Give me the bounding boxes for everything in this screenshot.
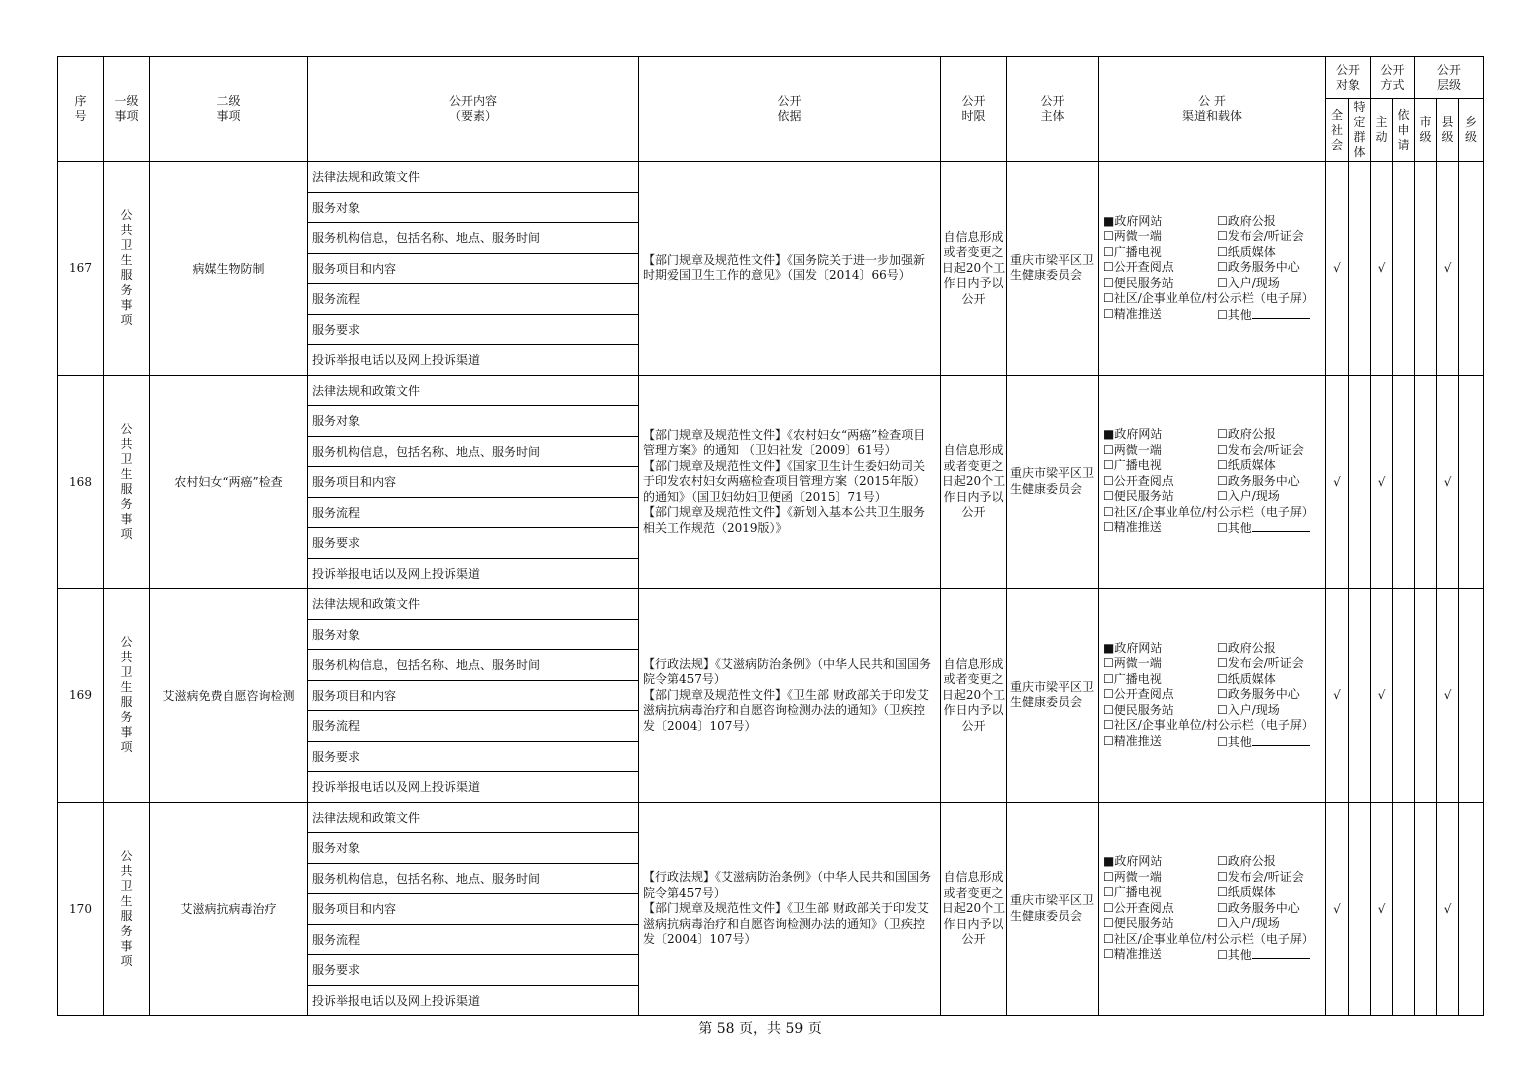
- content-item-label: 投诉举报电话以及网上投诉渠道: [312, 993, 481, 1008]
- tick-level-city: [1415, 162, 1437, 376]
- level2-label: 艾滋病抗病毒治疗: [180, 902, 277, 917]
- content-item-label: 服务要求: [312, 536, 361, 551]
- other-blank-line: [1252, 307, 1310, 319]
- channel-option-precise-push: [1103, 307, 1217, 324]
- channel-option-door-to-door: [1217, 489, 1337, 505]
- channel-option-reading-point: [1103, 901, 1217, 917]
- channel-label: ☐发布会/听证会: [1217, 229, 1304, 243]
- tick-method-active: [1371, 802, 1393, 1016]
- tick-mark: √: [1443, 901, 1452, 916]
- basis-paragraph: 【部门规章及规范性文件】《农村妇女“两癌”检查项目管理方案》的通知 （卫妇社发〔2009〕61号）: [643, 427, 926, 457]
- channel-option-gov-website: [1103, 214, 1217, 230]
- row-level1: [104, 375, 150, 589]
- channel-option-door-to-door: [1217, 916, 1337, 932]
- header-time: 公开 时限: [941, 57, 1007, 162]
- channel-option-two-micro: [1103, 656, 1217, 672]
- content-item-label: 服务机构信息，包括名称、地点、服务时间: [312, 231, 541, 246]
- content-item-label: 服务项目和内容: [312, 688, 397, 703]
- content-item: [308, 924, 639, 955]
- channel-label: ☐发布会/听证会: [1217, 869, 1304, 884]
- channel-option-press-conf: [1217, 870, 1337, 886]
- level1-label: 公 共 卫 生 服 务 事 项: [120, 421, 133, 541]
- content-item-label: 服务项目和内容: [312, 475, 397, 490]
- content-item: [308, 772, 639, 803]
- header-channel: 公 开 渠道和载体: [1099, 57, 1326, 162]
- row-seq: [58, 162, 104, 376]
- row-time: [941, 162, 1007, 376]
- channel-option-broadcast: [1103, 672, 1217, 688]
- channel-option-two-micro: [1103, 870, 1217, 886]
- basis-paragraph: 【部门规章及规范性文件】《卫生部 财政部关于印发艾滋病抗病毒治疗和自愿咨询检测办法的通知》（卫疾控发〔2004〕107号）: [643, 687, 929, 733]
- row-level2: [150, 802, 308, 1016]
- channel-label: ☐政务服务中心: [1217, 687, 1300, 701]
- channel-option-gov-gazette: [1217, 427, 1337, 443]
- content-item: [308, 436, 639, 467]
- tick-level-city: [1415, 375, 1437, 589]
- content-item: [308, 680, 639, 711]
- channel-label: ☐公开查阅点: [1103, 473, 1174, 488]
- row-time: [941, 589, 1007, 803]
- channel-label: ☐两微一端: [1103, 869, 1162, 884]
- header-method: 公开 方式: [1371, 57, 1415, 99]
- channel-label: ■政府网站: [1103, 427, 1163, 441]
- level2-label: 艾滋病免费自愿咨询检测: [162, 688, 295, 703]
- content-item: [308, 253, 639, 284]
- tick-mark: √: [1377, 901, 1386, 916]
- channel-option-reading-point: [1103, 474, 1217, 490]
- tick-level-county: [1437, 802, 1459, 1016]
- header-target-all: 全 社 会: [1326, 99, 1349, 162]
- channel-option-precise-push: [1103, 947, 1217, 964]
- content-item: [308, 650, 639, 681]
- channel-label: ☐广播电视: [1103, 458, 1162, 472]
- content-item-label: 服务流程: [312, 719, 361, 734]
- row-seq: [58, 589, 104, 803]
- header-basis: 公开 依据: [639, 57, 941, 162]
- subject-name: 重庆市梁平区卫生健康委员会: [1010, 252, 1095, 283]
- tick-method-active: [1371, 589, 1393, 803]
- channel-label: ☐社区/企事业单位/村公示栏（电子屏）: [1103, 504, 1314, 519]
- row-channels: [1099, 589, 1326, 803]
- tick-mark: √: [1443, 688, 1452, 703]
- content-item: [308, 345, 639, 376]
- content-item: [308, 528, 639, 559]
- header-level2: 二级 事项: [150, 57, 308, 162]
- content-item: [308, 741, 639, 772]
- content-item: [308, 985, 639, 1016]
- channel-label: ☐便民服务站: [1103, 916, 1174, 930]
- channel-label: ☐公开查阅点: [1103, 260, 1174, 274]
- channel-option-service-center: [1217, 901, 1337, 917]
- tick-target-specific: [1349, 375, 1371, 589]
- row-seq: [58, 375, 104, 589]
- channel-label: ☐政府公报: [1217, 427, 1276, 441]
- header-target-specific: 特 定 群 体: [1349, 99, 1371, 162]
- content-item-label: 投诉举报电话以及网上投诉渠道: [312, 353, 481, 368]
- channel-option-other: [1217, 520, 1337, 537]
- channel-option-paper-media: [1217, 885, 1337, 901]
- header-seq: 序 号: [58, 57, 104, 162]
- header-content: 公开内容 （要素）: [308, 57, 639, 162]
- seq-number: 168: [69, 474, 92, 489]
- tick-mark: √: [1333, 688, 1341, 703]
- content-item-label: 服务流程: [312, 505, 361, 520]
- header-method-apply: 依 申 请: [1393, 99, 1415, 162]
- channel-label: ☐广播电视: [1103, 671, 1162, 686]
- channel-label: ☐政府公报: [1217, 213, 1276, 228]
- channel-option-gov-website: [1103, 641, 1217, 657]
- channel-label: ☐精准推送: [1103, 306, 1162, 321]
- row-seq: [58, 802, 104, 1016]
- content-item-label: 服务要求: [312, 322, 361, 337]
- channel-label: ☐纸质媒体: [1217, 458, 1276, 472]
- channel-option-press-conf: [1217, 443, 1337, 459]
- tick-method-apply: [1393, 162, 1415, 376]
- content-item-label: 服务机构信息，包括名称、地点、服务时间: [312, 658, 541, 673]
- other-blank-line: [1252, 947, 1310, 959]
- channel-label: ☐其他: [1217, 948, 1252, 962]
- content-item-label: 法律法规和政策文件: [312, 810, 421, 825]
- channel-label: ☐政府公报: [1217, 854, 1276, 868]
- other-blank-line: [1252, 734, 1310, 746]
- channel-option-gov-gazette: [1217, 854, 1337, 870]
- tick-method-apply: [1393, 802, 1415, 1016]
- channel-label: ☐政府公报: [1217, 640, 1276, 655]
- subject-name: 重庆市梁平区卫生健康委员会: [1010, 679, 1095, 710]
- content-item: [308, 192, 639, 223]
- content-item-label: 服务机构信息，包括名称、地点、服务时间: [312, 871, 541, 886]
- content-item: [308, 558, 639, 589]
- content-item: [308, 497, 639, 528]
- row-basis: [639, 802, 941, 1016]
- channel-option-gov-gazette: [1217, 641, 1337, 657]
- channel-label: ☐两微一端: [1103, 229, 1162, 243]
- channel-label: ☐便民服务站: [1103, 702, 1174, 717]
- channel-option-precise-push: [1103, 520, 1217, 537]
- channel-label: ☐精准推送: [1103, 520, 1162, 534]
- header-target: 公开 对象: [1326, 57, 1371, 99]
- tick-target-specific: [1349, 162, 1371, 376]
- channel-option-community-board: [1103, 932, 1337, 948]
- tick-level-county: [1437, 375, 1459, 589]
- channel-option-broadcast: [1103, 885, 1217, 901]
- time-limit: 自信息形成或者变更之日起20个工作日内予以公开: [941, 443, 1006, 519]
- channel-option-press-conf: [1217, 656, 1337, 672]
- channel-option-other: [1217, 947, 1337, 964]
- header-level1: 一级 事项: [104, 57, 150, 162]
- tick-level-city: [1415, 802, 1437, 1016]
- channel-list: [1103, 854, 1321, 964]
- content-item-label: 法律法规和政策文件: [312, 597, 421, 612]
- channel-label: ☐入户/现场: [1217, 275, 1280, 290]
- channel-option-paper-media: [1217, 245, 1337, 261]
- subject-name: 重庆市梁平区卫生健康委员会: [1010, 893, 1095, 923]
- channel-label: ■政府网站: [1103, 213, 1163, 228]
- channel-option-community-board: [1103, 718, 1337, 734]
- row-subject: [1007, 162, 1099, 376]
- seq-number: 169: [69, 688, 92, 703]
- channel-option-broadcast: [1103, 245, 1217, 261]
- content-item-label: 服务对象: [312, 627, 361, 642]
- row-channels: [1099, 375, 1326, 589]
- row-time: [941, 802, 1007, 1016]
- channel-label: ☐其他: [1217, 734, 1252, 749]
- content-item-label: 服务项目和内容: [312, 902, 397, 917]
- tick-level-town: [1459, 589, 1484, 803]
- tick-method-apply: [1393, 375, 1415, 589]
- seq-number: 170: [69, 901, 92, 916]
- content-item-label: 法律法规和政策文件: [312, 383, 421, 398]
- row-channels: [1099, 162, 1326, 376]
- channel-label: ☐两微一端: [1103, 442, 1162, 457]
- content-item-label: 服务对象: [312, 200, 361, 215]
- tick-level-county: [1437, 589, 1459, 803]
- channel-option-press-conf: [1217, 229, 1337, 245]
- row-basis: [639, 375, 941, 589]
- tick-level-town: [1459, 802, 1484, 1016]
- row-level2: [150, 589, 308, 803]
- tick-target-specific: [1349, 802, 1371, 1016]
- content-item: [308, 284, 639, 315]
- basis-paragraph: 【部门规章及规范性文件】《新划入基本公共卫生服务相关工作规范（2019版）》: [643, 505, 926, 535]
- time-limit: 自信息形成或者变更之日起20个工作日内予以公开: [941, 229, 1006, 306]
- channel-option-service-center: [1217, 260, 1337, 276]
- channel-option-precise-push: [1103, 734, 1217, 751]
- header-level-county: 县 级: [1437, 99, 1459, 162]
- content-item: [308, 802, 639, 833]
- content-item: [308, 863, 639, 894]
- tick-level-county: [1437, 162, 1459, 376]
- channel-option-reading-point: [1103, 260, 1217, 276]
- channel-option-door-to-door: [1217, 703, 1337, 719]
- channel-option-door-to-door: [1217, 276, 1337, 292]
- row-subject: [1007, 589, 1099, 803]
- header-subject: 公开 主体: [1007, 57, 1099, 162]
- channel-label: ☐政务服务中心: [1217, 900, 1300, 915]
- tick-mark: √: [1333, 901, 1341, 916]
- channel-label: ☐入户/现场: [1217, 489, 1280, 503]
- other-blank-line: [1252, 520, 1310, 532]
- tick-mark: √: [1377, 261, 1386, 276]
- header-level-town: 乡 级: [1459, 99, 1484, 162]
- channel-option-service-center: [1217, 687, 1337, 703]
- content-item-label: 投诉举报电话以及网上投诉渠道: [312, 780, 481, 795]
- channel-option-broadcast: [1103, 458, 1217, 474]
- channel-label: ☐精准推送: [1103, 947, 1162, 961]
- channel-list: [1103, 427, 1321, 537]
- tick-level-city: [1415, 589, 1437, 803]
- channel-option-gov-website: [1103, 854, 1217, 870]
- content-item-label: 法律法规和政策文件: [312, 170, 421, 185]
- content-item: [308, 589, 639, 620]
- row-level1: [104, 589, 150, 803]
- channel-list: [1103, 641, 1321, 751]
- content-item: [308, 955, 639, 986]
- content-item-label: 服务项目和内容: [312, 261, 397, 276]
- basis-paragraph: 【行政法规】《艾滋病防治条例》（中华人民共和国国务院令第457号）: [643, 870, 932, 900]
- content-item: [308, 223, 639, 254]
- channel-label: ☐精准推送: [1103, 733, 1162, 748]
- tick-mark: √: [1443, 474, 1452, 489]
- channel-label: ☐公开查阅点: [1103, 687, 1174, 701]
- channel-label: ☐两微一端: [1103, 656, 1162, 670]
- tick-target-specific: [1349, 589, 1371, 803]
- channel-label: ☐其他: [1217, 521, 1252, 535]
- content-item: [308, 406, 639, 437]
- row-time: [941, 375, 1007, 589]
- channel-label: ■政府网站: [1103, 854, 1163, 868]
- basis-paragraph: 【部门规章及规范性文件】《国家卫生计生委妇幼司关于印发农村妇女两癌检查项目管理方案（2015年版）的通知》（国卫妇幼妇卫便函〔2015〕71号）: [643, 458, 926, 504]
- tick-mark: √: [1377, 688, 1386, 703]
- row-channels: [1099, 802, 1326, 1016]
- header-level: 公开 层级: [1415, 57, 1484, 99]
- channel-option-gov-gazette: [1217, 214, 1337, 230]
- row-subject: [1007, 375, 1099, 589]
- row-level1: [104, 802, 150, 1016]
- channel-label: ☐广播电视: [1103, 244, 1162, 259]
- content-item: [308, 833, 639, 864]
- content-item: [308, 467, 639, 498]
- channel-label: ☐其他: [1217, 307, 1252, 322]
- level1-label: 公 共 卫 生 服 务 事 项: [120, 208, 133, 328]
- channel-list: [1103, 214, 1321, 324]
- basis-paragraph: 【部门规章及规范性文件】《国务院关于进一步加强新时期爱国卫生工作的意见》（国发〔2014〕66号）: [643, 252, 926, 283]
- tick-mark: √: [1333, 474, 1341, 489]
- time-limit: 自信息形成或者变更之日起20个工作日内予以公开: [941, 656, 1006, 733]
- channel-option-other: [1217, 734, 1337, 751]
- channel-label: ☐入户/现场: [1217, 916, 1280, 930]
- channel-option-gov-website: [1103, 427, 1217, 443]
- content-item-label: 服务对象: [312, 414, 361, 429]
- disclosure-table: [57, 56, 1484, 1016]
- channel-option-convenience: [1103, 703, 1217, 719]
- channel-option-two-micro: [1103, 229, 1217, 245]
- basis-paragraph: 【行政法规】《艾滋病防治条例》（中华人民共和国国务院令第457号）: [643, 656, 932, 686]
- channel-label: ☐发布会/听证会: [1217, 656, 1304, 670]
- seq-number: 167: [69, 261, 92, 276]
- tick-mark: √: [1377, 474, 1386, 489]
- tick-method-apply: [1393, 589, 1415, 803]
- content-item-label: 服务流程: [312, 292, 361, 307]
- content-item: [308, 619, 639, 650]
- channel-option-convenience: [1103, 489, 1217, 505]
- channel-label: ☐社区/企事业单位/村公示栏（电子屏）: [1103, 291, 1314, 305]
- channel-label: ☐纸质媒体: [1217, 671, 1276, 686]
- channel-label: ☐纸质媒体: [1217, 244, 1276, 259]
- content-item: [308, 711, 639, 742]
- content-item: [308, 314, 639, 345]
- channel-label: ☐社区/企事业单位/村公示栏（电子屏）: [1103, 718, 1314, 732]
- row-basis: [639, 162, 941, 376]
- channel-label: ☐社区/企事业单位/村公示栏（电子屏）: [1103, 931, 1314, 946]
- channel-option-paper-media: [1217, 672, 1337, 688]
- channel-option-reading-point: [1103, 687, 1217, 703]
- tick-method-active: [1371, 162, 1393, 376]
- basis-paragraph: 【部门规章及规范性文件】《卫生部 财政部关于印发艾滋病抗病毒治疗和自愿咨询检测办法的通知》（卫疾控发〔2004〕107号）: [643, 901, 929, 946]
- tick-level-town: [1459, 162, 1484, 376]
- channel-label: ☐政务服务中心: [1217, 473, 1300, 488]
- channel-option-other: [1217, 307, 1337, 324]
- channel-label: ☐发布会/听证会: [1217, 442, 1304, 457]
- header-level-city: 市 级: [1415, 99, 1437, 162]
- level2-label: 病媒生物防制: [192, 261, 265, 276]
- level2-label: 农村妇女“两癌”检查: [174, 475, 283, 490]
- page-footer: 第 58 页，共 59 页: [698, 1021, 822, 1037]
- content-item: [308, 375, 639, 406]
- channel-label: ☐公开查阅点: [1103, 900, 1174, 915]
- channel-option-convenience: [1103, 916, 1217, 932]
- level1-label: 公 共 卫 生 服 务 事 项: [120, 635, 133, 755]
- channel-option-community-board: [1103, 291, 1337, 307]
- channel-label: ☐入户/现场: [1217, 702, 1280, 717]
- content-item-label: 服务流程: [312, 932, 361, 947]
- header-method-active: 主 动: [1371, 99, 1393, 162]
- time-limit: 自信息形成或者变更之日起20个工作日内予以公开: [941, 870, 1006, 946]
- channel-label: ☐广播电视: [1103, 885, 1162, 899]
- channel-option-service-center: [1217, 474, 1337, 490]
- channel-option-paper-media: [1217, 458, 1337, 474]
- channel-label: ☐政务服务中心: [1217, 260, 1300, 274]
- content-item-label: 服务机构信息，包括名称、地点、服务时间: [312, 444, 541, 459]
- row-basis: [639, 589, 941, 803]
- channel-label: ☐便民服务站: [1103, 489, 1174, 503]
- content-item: [308, 894, 639, 925]
- tick-mark: √: [1443, 261, 1452, 276]
- subject-name: 重庆市梁平区卫生健康委员会: [1010, 466, 1095, 496]
- channel-option-community-board: [1103, 505, 1337, 521]
- content-item-label: 服务要求: [312, 963, 361, 978]
- channel-option-convenience: [1103, 276, 1217, 292]
- content-item-label: 投诉举报电话以及网上投诉渠道: [312, 566, 481, 581]
- content-item-label: 服务要求: [312, 749, 361, 764]
- row-level2: [150, 375, 308, 589]
- channel-option-two-micro: [1103, 443, 1217, 459]
- content-item: [308, 162, 639, 193]
- tick-level-town: [1459, 375, 1484, 589]
- channel-label: ☐便民服务站: [1103, 275, 1174, 290]
- row-subject: [1007, 802, 1099, 1016]
- row-level2: [150, 162, 308, 376]
- tick-method-active: [1371, 375, 1393, 589]
- level1-label: 公 共 卫 生 服 务 事 项: [120, 848, 133, 968]
- channel-label: ■政府网站: [1103, 640, 1163, 655]
- row-level1: [104, 162, 150, 376]
- tick-mark: √: [1333, 261, 1341, 276]
- content-item-label: 服务对象: [312, 841, 361, 856]
- channel-label: ☐纸质媒体: [1217, 885, 1276, 899]
